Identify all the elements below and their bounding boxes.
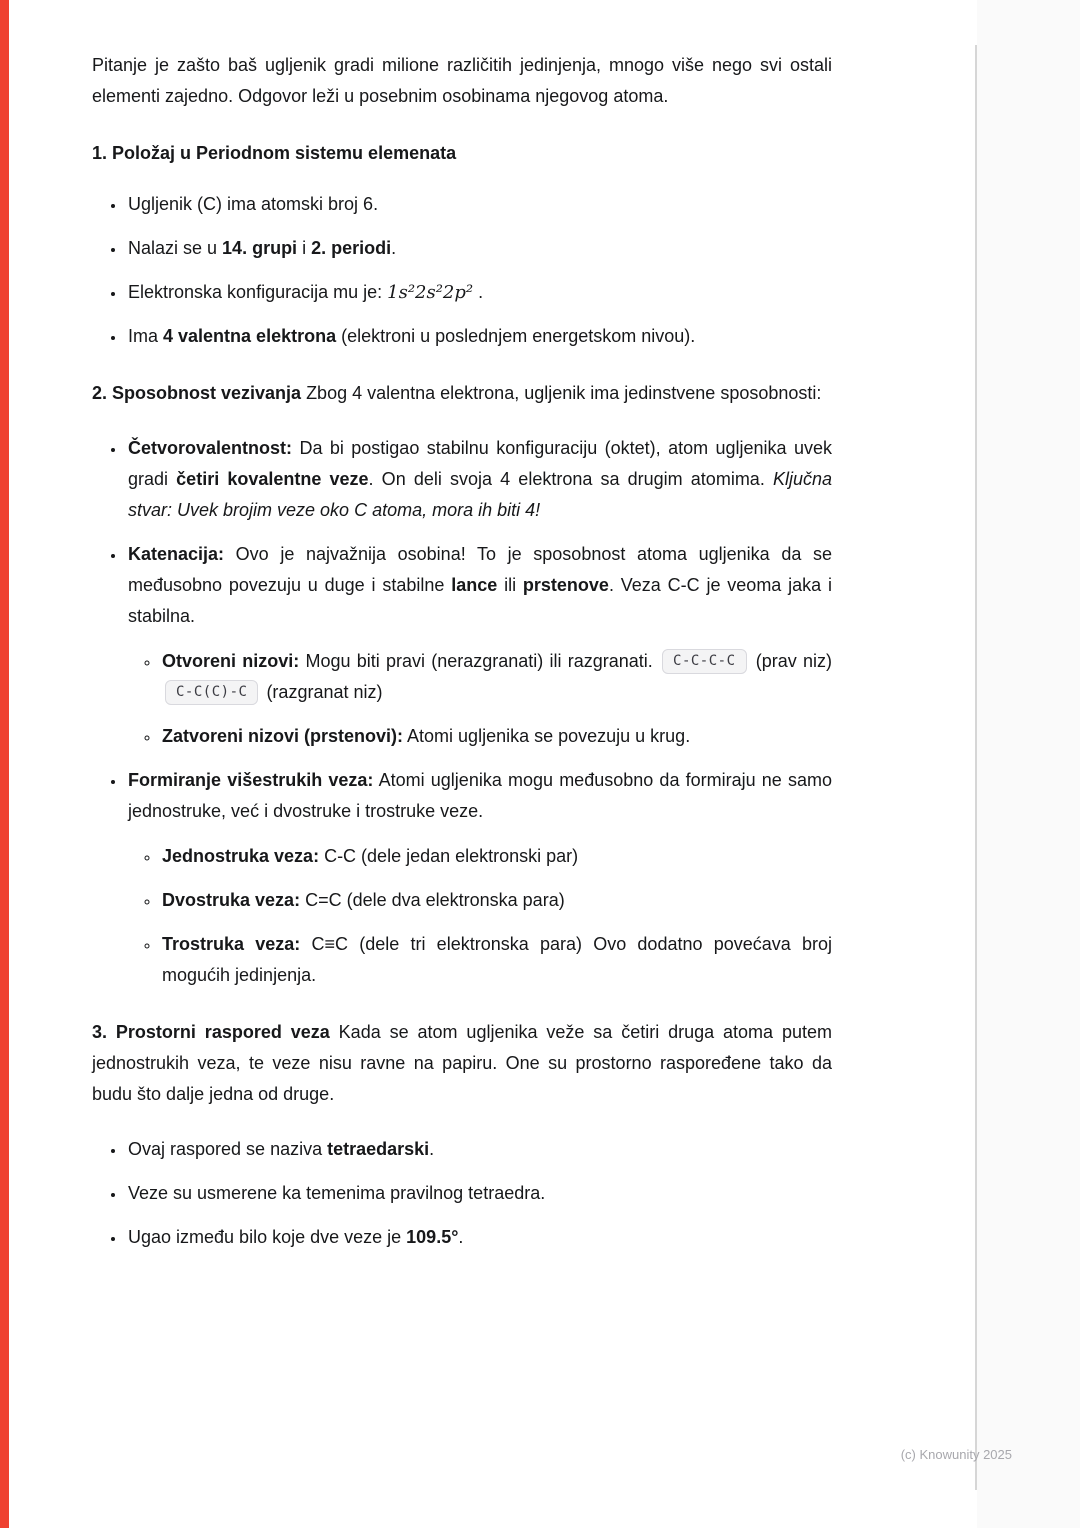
list-item (160, 841, 832, 872)
text-segment: četiri kovalentne veze (176, 469, 369, 489)
text-segment: Da bi postigao stabilnu konfiguraciju (oktet), atom ugljenika uvek gradi (128, 438, 832, 489)
text-segment: Atomi ugljenika se povezuju u krug. (403, 726, 691, 746)
text-segment: Trostruka veza: (162, 934, 301, 954)
text-segment: . (429, 1139, 435, 1159)
list-item-text (128, 1178, 832, 1209)
text-segment: Jednostruka veza: (162, 846, 320, 866)
text-segment: Elektronska konfiguracija mu je: (128, 282, 388, 302)
text-segment: Pitanje je zašto baš ugljenik gradi milione različitih jedinjenja, mnogo više nego svi ostali elementi zajedno. Odgovor leži u posebnim osobinama njegovog atoma. (92, 55, 832, 106)
text-segment: . (391, 238, 397, 258)
text-segment: . (473, 282, 484, 302)
list-item (160, 646, 832, 708)
text-segment: Ključna stvar: Uvek brojim veze oko C atoma, mora ih biti 4! (128, 469, 833, 520)
list-item-text (128, 277, 832, 308)
text-segment: Ugao između bilo koje dve veze je (128, 1227, 407, 1247)
text-segment: 2. periodi (311, 238, 392, 258)
document-content (92, 50, 832, 1279)
text-segment: . Veza C-C je veoma jaka i stabilna. (128, 575, 833, 626)
text-segment: 4 valentna elektrona (163, 326, 337, 346)
text-segment: 2. Sposobnost vezivanja (92, 383, 302, 403)
list-item (126, 233, 832, 264)
inline-code-chip: C-C-C-C (662, 649, 747, 674)
text-segment: Nalazi se u (128, 238, 223, 258)
right-rail (977, 0, 1080, 1528)
text-segment: C=C (dele dva elektronska para) (300, 890, 565, 910)
text-segment: tetraedarski (327, 1139, 430, 1159)
list-item-text (162, 885, 832, 916)
list-item (160, 885, 832, 916)
section1-list (92, 189, 832, 352)
text-segment: Zbog 4 valentna elektrona, ugljenik ima jedinstvene sposobnosti: (301, 383, 822, 403)
list-item-text (128, 321, 832, 352)
text-segment: . (458, 1227, 464, 1247)
section2-lead-paragraph (92, 378, 832, 409)
text-segment: 1s²2s²2p² (387, 282, 474, 303)
section3-lead-paragraph (92, 1017, 832, 1110)
inline-code-chip: C-C(C)-C (165, 680, 258, 705)
text-segment: i (297, 238, 312, 258)
list-item-text (128, 1222, 832, 1253)
text-segment: Otvoreni nizovi: (162, 651, 300, 671)
list-item-text (128, 433, 832, 526)
text-segment: Katenacija: (128, 544, 225, 564)
text-segment: Formiranje višestrukih veza: (128, 770, 374, 790)
intro-paragraph (92, 50, 832, 112)
text-segment: prstenove (522, 575, 609, 595)
text-segment: 14. grupi (222, 238, 298, 258)
list-item (126, 433, 832, 526)
text-segment: Atomi ugljenika mogu međusobno da formiraju ne samo jednostruke, već i dvostruke i trostruke veze. (128, 770, 832, 821)
text-segment: 109.5° (406, 1227, 459, 1247)
text-segment: (elektroni u poslednjem energetskom nivou). (336, 326, 696, 346)
list-item (126, 539, 832, 752)
list-item (126, 189, 832, 220)
left-accent-bar (0, 0, 9, 1528)
text-segment: 1. Položaj u Periodnom sistemu elemenata (92, 143, 457, 163)
watermark: (c) Knowunity 2025 (900, 1447, 1012, 1462)
text-segment: C≡C (dele tri elektronska para) Ovo dodatno povećava broj mogućih jedinjenja. (162, 934, 832, 985)
scrollbar-track[interactable] (975, 45, 977, 1490)
text-segment: Mogu biti pravi (nerazgranati) ili razgranati. (299, 651, 660, 671)
list-item-text (128, 539, 832, 632)
text-segment: lance (451, 575, 498, 595)
text-segment: Dvostruka veza: (162, 890, 301, 910)
list-item (126, 1178, 832, 1209)
katenacija-sublist (128, 646, 832, 752)
list-item (160, 721, 832, 752)
text-segment: Zatvoreni nizovi (prstenovi): (162, 726, 404, 746)
list-item (126, 321, 832, 352)
list-item-text (162, 841, 832, 872)
list-item-text (128, 233, 832, 264)
list-item-text (162, 721, 832, 752)
text-segment: Veze su usmerene ka temenima pravilnog tetraedra. (128, 1183, 546, 1203)
text-segment: Ugljenik (C) ima atomski broj 6. (128, 194, 379, 214)
text-segment: Četvorovalentnost: (128, 438, 293, 458)
text-segment: 3. Prostorni raspored veza (92, 1022, 330, 1042)
list-item (126, 277, 832, 308)
text-segment: Ima (128, 326, 164, 346)
text-segment: (prav niz) (749, 651, 833, 671)
list-item (126, 1222, 832, 1253)
list-item-text (162, 646, 832, 708)
text-segment: C-C (dele jedan elektronski par) (319, 846, 579, 866)
list-item-text (162, 929, 832, 991)
text-segment: Ovo je najvažnija osobina! To je sposobnost atoma ugljenika da se međusobno povezuju u duge i stabilne (128, 544, 832, 595)
list-item (160, 929, 832, 991)
veze-sublist (128, 841, 832, 991)
text-segment: (razgranat niz) (261, 682, 383, 702)
section3-list (92, 1134, 832, 1253)
list-item-text (128, 765, 832, 827)
text-segment: . On deli svoja 4 elektrona sa drugim atomima. (368, 469, 773, 489)
list-item-text (128, 1134, 832, 1165)
text-segment: ili (497, 575, 523, 595)
list-item (126, 765, 832, 991)
list-item (126, 1134, 832, 1165)
section2-list (92, 433, 832, 991)
list-item-text (128, 189, 832, 220)
text-segment: Kada se atom ugljenika veže sa četiri druga atoma putem jednostrukih veza, te veze nisu ravne na papiru. One su prostorno raspoređene tako da budu što dalje jedna od druge. (92, 1022, 832, 1104)
text-segment: Ovaj raspored se naziva (128, 1139, 328, 1159)
section1-heading (92, 138, 832, 169)
